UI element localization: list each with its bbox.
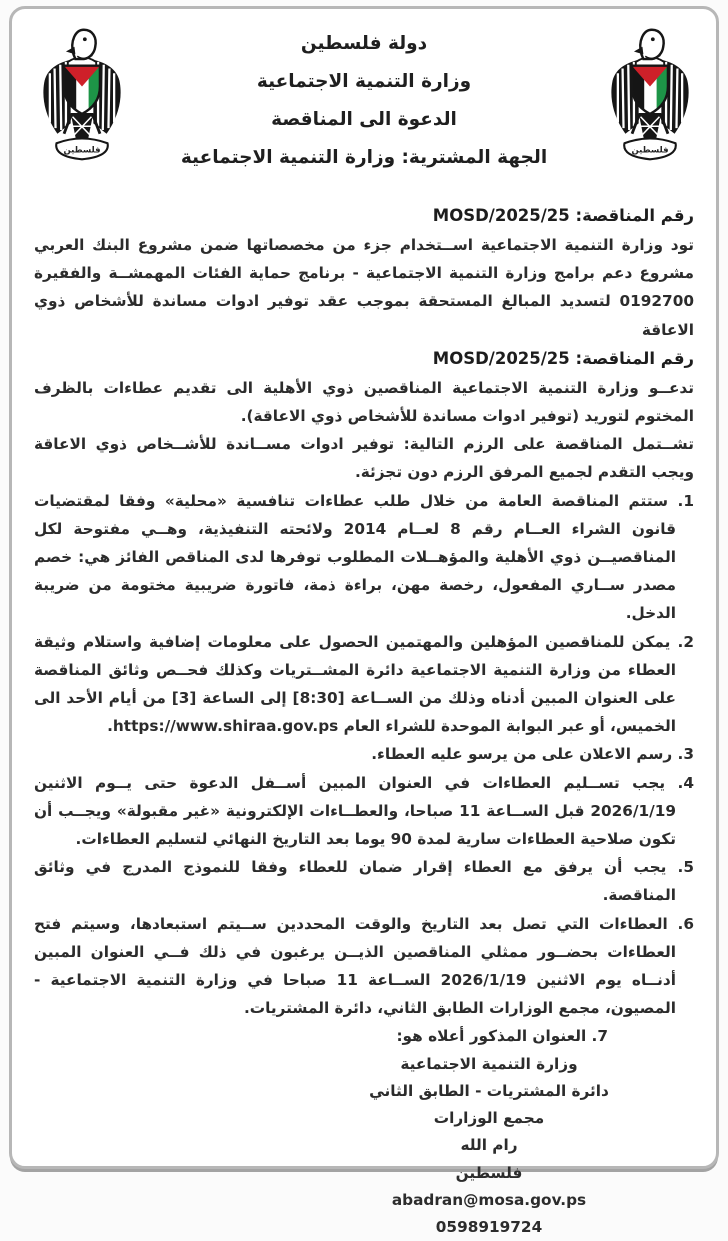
tender-number-line-2: رقم المناقصة: MOSD/2025/25 xyxy=(432,348,694,368)
condition-item-6: 6. العطاءات التي تصل بعد التاريخ والوقت المحددين ســيتم استبعادها، وسيتم فتح العطاءات بحضــور ممثلي المناقصين الذيــن يرغبون في ذلك فــي العنوان المبين أدنــاه يوم الاثنين 2026/1/19 الســاعة 11 صباحا في وزارة التنمية الاجتماعية - المصيون، مجمع الوزارات الطابق الثاني، دائرة المشتريات. xyxy=(34,914,694,1018)
invitation-paragraph: تدعــو وزارة التنمية الاجتماعية المناقصين ذوي الأهلية الى تقديم عطاءات بالظرف المختوم لتوريد (توفير ادوات مساندة للأشخاص ذوي الاعاقة). xyxy=(34,378,694,426)
condition-item-7: 7. العنوان المذكور أعلاه هو: xyxy=(396,1027,608,1046)
condition-item-3: 3. رسم الاعلان على من يرسو عليه العطاء. xyxy=(371,745,694,764)
contact-address-block xyxy=(284,1051,694,1241)
condition-item-1: 1. ستتم المناقصة العامة من خلال طلب عطاءات تنافسية «محلية» وفقا لمقتضيات قانون الشراء العــام رقم 8 لعــام 2014 ولائحته التنفيذية، وهــي مفتوحة لكل المناقصيــن ذوي الأهلية والمؤهــلات المطلوب توفرها لدى المناقص الفائز هي: خصم مصدر ســاري المفعول، رخصة مهن، براءة ذمة، فاتورة ضريبية مختومة من ضريبة الدخل. xyxy=(34,491,694,623)
address-ministry: وزارة التنمية الاجتماعية xyxy=(400,1054,578,1073)
ministry-title: وزارة التنمية الاجتماعية xyxy=(256,71,472,92)
address-department: دائرة المشتريات - الطابق الثاني xyxy=(369,1081,609,1100)
contact-phone: 0598919724 xyxy=(435,1217,543,1236)
invitation-title: الدعوة الى المناقصة xyxy=(271,109,457,130)
tender-number-line: رقم المناقصة: MOSD/2025/25 xyxy=(432,206,694,225)
palestine-coat-of-arms-icon xyxy=(30,21,134,169)
condition-item-2: 2. يمكن للمناقصين المؤهلين والمهتمين الحصول على معلومات إضافية واستلام وثيقة العطاء من وزارة التنمية الاجتماعية دائرة المشــتريات وكذلك فحــص وثائق المناقصة على العنوان المبين أدناه وذلك من الســاعة [8:30] إلى الساعة [3] من أيام الأحد الى الخميس، أو عبر البوابة الموحدة للشراء العام https://www.shiraa.gov.ps. xyxy=(34,632,694,736)
tender-notice-document xyxy=(9,6,719,1236)
address-country: فلسطين xyxy=(455,1163,523,1182)
lots-paragraph: تشــتمل المناقصة على الرزم التالية: توفير ادوات مســاندة للأشــخاص ذوي الاعاقة ويجب التقدم لجميع المرفق الرزم دون تجزئة. xyxy=(34,435,694,482)
intro-paragraph: تود وزارة التنمية الاجتماعية اســتخدام جزء من مخصصاتها ضمن مشروع البنك العربي مشروع دعم برامج وزارة التنمية الاجتماعية - برنامج حماية الفئات المهمشــة والفقيرة 0192700 لتسديد المبالغ المستحقة بموجب عقد توفير ادوات مساندة للأشخاص ذوي الاعاقة xyxy=(34,236,694,339)
document-header xyxy=(12,9,716,197)
address-complex: مجمع الوزارات xyxy=(433,1109,545,1128)
condition-item-4: 4. يجب تســليم العطاءات في العنوان المبين أســفل الدعوة حتى يــوم الاثنين 2026/1/19 قبل الســاعة 11 صباحا، والعطــاءات الإلكترونية «غير مقبولة» ويجــب أن تكون صلاحية العطاءات سارية لمدة 90 يوما بعد التاريخ النهائي لتسليم العطاءات. xyxy=(34,773,694,849)
header-title-block xyxy=(142,25,586,177)
state-title: دولة فلسطين xyxy=(300,33,428,54)
condition-item-5: 5. يجب أن يرفق مع العطاء إقرار ضمان للعطاء وفقا للنموذج المدرج في وثائق المناقصة. xyxy=(34,858,694,905)
document-body xyxy=(12,197,716,1241)
address-city: رام الله xyxy=(460,1136,518,1155)
contact-email: abadran@mosa.gov.ps xyxy=(391,1190,587,1209)
palestine-coat-of-arms-icon xyxy=(598,21,702,169)
purchasing-entity-line: الجهة المشترية: وزارة التنمية الاجتماعية xyxy=(180,147,548,168)
